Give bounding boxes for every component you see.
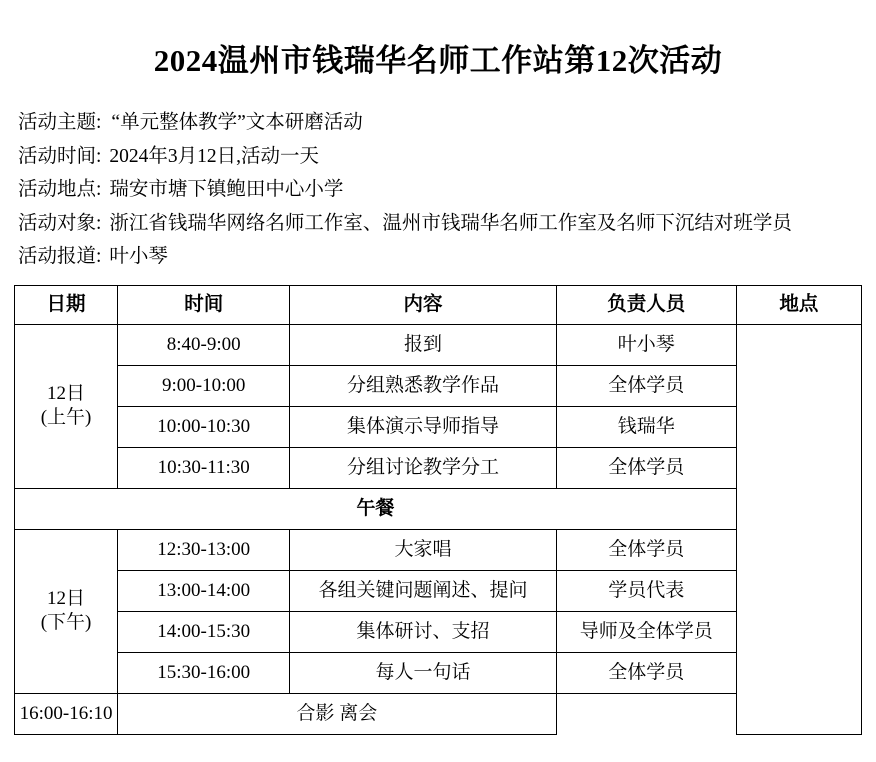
day-morning-line2: (上午) xyxy=(40,407,92,429)
table-row xyxy=(15,570,862,611)
meta-value-time: 2024年3月12日,活动一天 xyxy=(109,145,320,167)
cell-content: 合影 离会 xyxy=(118,693,557,734)
cell-lunch: 午餐 xyxy=(15,488,737,529)
cell-day-morning xyxy=(15,324,118,488)
header-date: 日期 xyxy=(15,285,118,324)
cell-day-afternoon xyxy=(15,529,118,693)
cell-time: 10:00-10:30 xyxy=(118,406,290,447)
page-title: 2024温州市钱瑞华名师工作站第12次活动 xyxy=(153,43,723,78)
cell-person: 钱瑞华 xyxy=(556,406,736,447)
cell-time: 13:00-14:00 xyxy=(118,570,290,611)
header-place: 地点 xyxy=(736,285,861,324)
cell-content: 集体研讨、支招 xyxy=(290,611,556,652)
meta-value-place: 瑞安市塘下镇鲍田中心小学 xyxy=(109,179,344,201)
cell-content: 集体演示导师指导 xyxy=(290,406,556,447)
table-row-final xyxy=(15,693,862,734)
day-morning-line1: 12日 xyxy=(47,383,86,405)
cell-person: 全体学员 xyxy=(556,652,736,693)
cell-time: 8:40-9:00 xyxy=(118,324,290,365)
meta-value-audience: 浙江省钱瑞华网络名师工作室、温州市钱瑞华名师工作室及名师下沉结对班学员 xyxy=(109,212,792,234)
header-person: 负责人员 xyxy=(556,285,736,324)
meta-info-block xyxy=(18,113,862,267)
day-afternoon-line2: (下午) xyxy=(40,612,92,634)
cell-time: 10:30-11:30 xyxy=(118,447,290,488)
schedule-table xyxy=(14,285,862,735)
meta-row-time xyxy=(18,147,862,167)
cell-content: 各组关键问题阐述、提问 xyxy=(290,570,556,611)
table-row xyxy=(15,611,862,652)
meta-label-reporter: 活动报道: xyxy=(18,246,102,268)
cell-content: 大家唱 xyxy=(290,529,556,570)
table-row xyxy=(15,447,862,488)
meta-value-topic: “单元整体教学”文本研磨活动 xyxy=(111,112,363,134)
meta-row-place xyxy=(18,180,862,200)
meta-label-topic: 活动主题: xyxy=(18,112,102,134)
cell-person: 全体学员 xyxy=(556,447,736,488)
table-row xyxy=(15,365,862,406)
meta-label-time: 活动时间: xyxy=(18,145,102,167)
table-header-row xyxy=(15,285,862,324)
document-page xyxy=(0,42,876,762)
cell-content: 每人一句话 xyxy=(290,652,556,693)
table-row xyxy=(15,406,862,447)
meta-value-reporter: 叶小琴 xyxy=(109,246,168,268)
header-time: 时间 xyxy=(118,285,290,324)
cell-content: 分组熟悉教学作品 xyxy=(290,365,556,406)
meta-row-topic xyxy=(18,113,862,133)
cell-person: 全体学员 xyxy=(556,529,736,570)
table-row xyxy=(15,529,862,570)
cell-content: 报到 xyxy=(290,324,556,365)
table-row xyxy=(15,652,862,693)
cell-time: 14:00-15:30 xyxy=(118,611,290,652)
cell-time: 16:00-16:10 xyxy=(15,693,118,734)
cell-time: 15:30-16:00 xyxy=(118,652,290,693)
header-content: 内容 xyxy=(290,285,556,324)
meta-row-reporter xyxy=(18,247,862,267)
cell-person: 学员代表 xyxy=(556,570,736,611)
cell-person: 导师及全体学员 xyxy=(556,611,736,652)
meta-row-audience xyxy=(18,214,862,234)
table-row xyxy=(15,324,862,365)
cell-person: 叶小琴 xyxy=(556,324,736,365)
cell-content: 分组讨论教学分工 xyxy=(290,447,556,488)
cell-person: 全体学员 xyxy=(556,365,736,406)
cell-time: 9:00-10:00 xyxy=(118,365,290,406)
day-afternoon-line1: 12日 xyxy=(47,588,86,610)
meta-label-place: 活动地点: xyxy=(18,179,102,201)
cell-time: 12:30-13:00 xyxy=(118,529,290,570)
meta-label-audience: 活动对象: xyxy=(18,212,102,234)
cell-place xyxy=(736,324,861,734)
table-row-lunch xyxy=(15,488,862,529)
